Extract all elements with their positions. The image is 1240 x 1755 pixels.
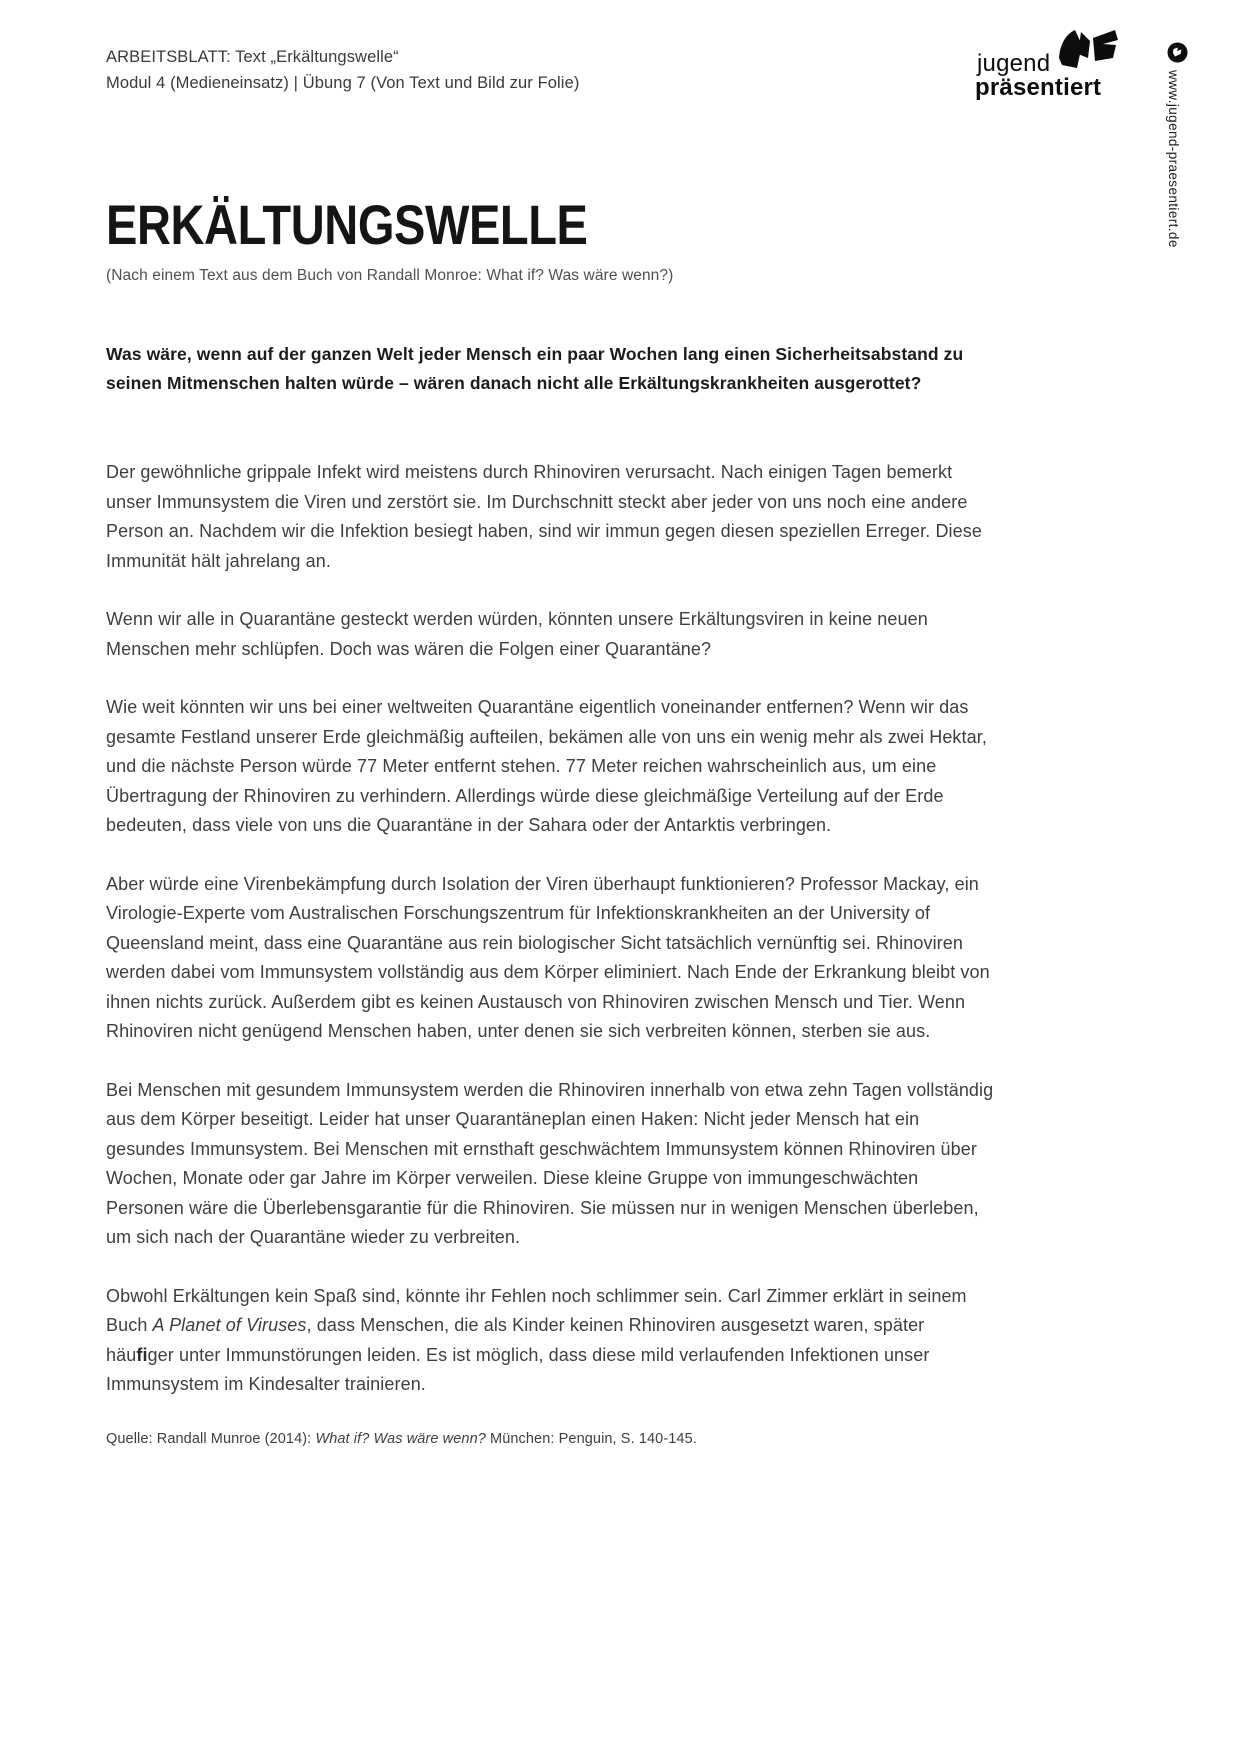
page-title: ERKÄLTUNGSWELLE (106, 193, 588, 256)
jugend-praesentiert-logo (975, 28, 1135, 102)
header (106, 44, 579, 96)
website-url: www.jugend-praesentiert.de (1166, 70, 1181, 248)
jugend-praesentiert-logo-icon (1057, 28, 1119, 80)
paragraph: Obwohl Erkältungen kein Spaß sind, könnte ihr Fehlen noch schlimmer sein. Carl Zimmer erklärt in seinem Buch A Planet of Viruses, dass Menschen, die als Kinder keinen Rhinoviren ausgesetzt waren, später häufiger unter Immunstörungen leiden. Es ist möglich, dass diese mild verlaufenden Infektionen unser Immunsystem im Kindesalter trainieren. (106, 1285, 967, 1394)
logo-text-jugend: jugend (977, 50, 1051, 77)
paragraph: Wenn wir alle in Quarantäne gesteckt werden würden, könnten unsere Erkältungsviren in keine neuen Menschen mehr schlüpfen. Doch was wären die Folgen einer Quarantäne? (106, 609, 928, 659)
header-line-1: ARBEITSBLATT: Text „Erkältungswelle“ (106, 48, 399, 66)
paragraph: Wie weit könnten wir uns bei einer weltweiten Quarantäne eigentlich voneinander entfernen? Wenn wir das gesamte Festland unserer Erde gleichmäßig aufteilen, bekämen alle von uns ein wenig mehr als zwei Hektar, und die nächste Person würde 77 Meter entfernt stehen. 77 Meter reichen wahrscheinlich aus, um eine Übertragung der Rhinoviren zu verhindern. Allerdings würde diese gleichmäßige Verteilung auf der Erde bedeuten, dass viele von uns die Quarantäne in der Sahara oder der Antarktis verbringen. (106, 697, 987, 835)
logo-badge-icon (1167, 42, 1188, 63)
paragraph: Bei Menschen mit gesundem Immunsystem werden die Rhinoviren innerhalb von etwa zehn Tagen vollständig aus dem Körper beseitigt. Leider hat unser Quarantäneplan einen Haken: Nicht jeder Mensch hat ein gesundes Immunsystem. Bei Menschen mit ernsthaft geschwächtem Immunsystem können Rhinoviren über Wochen, Monate oder gar Jahre im Körper verweilen. Diese kleine Gruppe von immungeschwächten Personen wäre die Überlebensgarantie für die Rhinoviren. Sie müssen nur in wenigen Menschen überleben, um sich nach der Quarantäne wieder zu verbreiten. (106, 1079, 994, 1247)
article-paragraphs (106, 458, 996, 1400)
logo-text-praesentiert: präsentiert (975, 74, 1102, 101)
article-lead: Was wäre, wenn auf der ganzen Welt jeder Mensch ein paar Wochen lang einen Sicherheitsabstand zu seinen Mitmenschen halten würde – wären danach nicht alle Erkältungskrankheiten ausgerottet? (106, 344, 964, 393)
article-subtitle: (Nach einem Text aus dem Buch von Randall Monroe: What if? Was wäre wenn?) (106, 267, 674, 284)
header-line-2: Modul 4 (Medieneinsatz) | Übung 7 (Von Text und Bild zur Folie) (106, 74, 580, 92)
source-line: Quelle: Randall Munroe (2014): What if? Was wäre wenn? München: Penguin, S. 140-145. (106, 1430, 697, 1447)
paragraph: Der gewöhnliche grippale Infekt wird meistens durch Rhinoviren verursacht. Nach einigen Tagen bemerkt unser Immunsystem die Viren und zerstört sie. Im Durchschnitt steckt aber jeder von uns noch eine andere Person an. Nachdem wir die Infektion besiegt haben, sind wir immun gegen diesen speziellen Erreger. Diese Immunität hält jahrelang an. (106, 462, 982, 571)
paragraph: Aber würde eine Virenbekämpfung durch Isolation der Viren überhaupt funktionieren? Professor Mackay, ein Virologie-Experte vom Australischen Forschungszentrum für Infektionskrankheiten an der University of Queensland meint, dass eine Quarantäne aus rein biologischer Sicht tatsächlich vernünftig sei. Rhinoviren werden dabei vom Immunsystem vollständig aus dem Körper eliminiert. Nach Ende der Erkrankung bleibt von ihnen nichts zurück. Außerdem gibt es keinen Austausch von Rhinoviren zwischen Mensch und Tier. Wenn Rhinoviren nicht genügend Menschen haben, unter denen sie sich verbreiten können, sterben sie aus. (106, 873, 990, 1041)
article (106, 193, 996, 1449)
